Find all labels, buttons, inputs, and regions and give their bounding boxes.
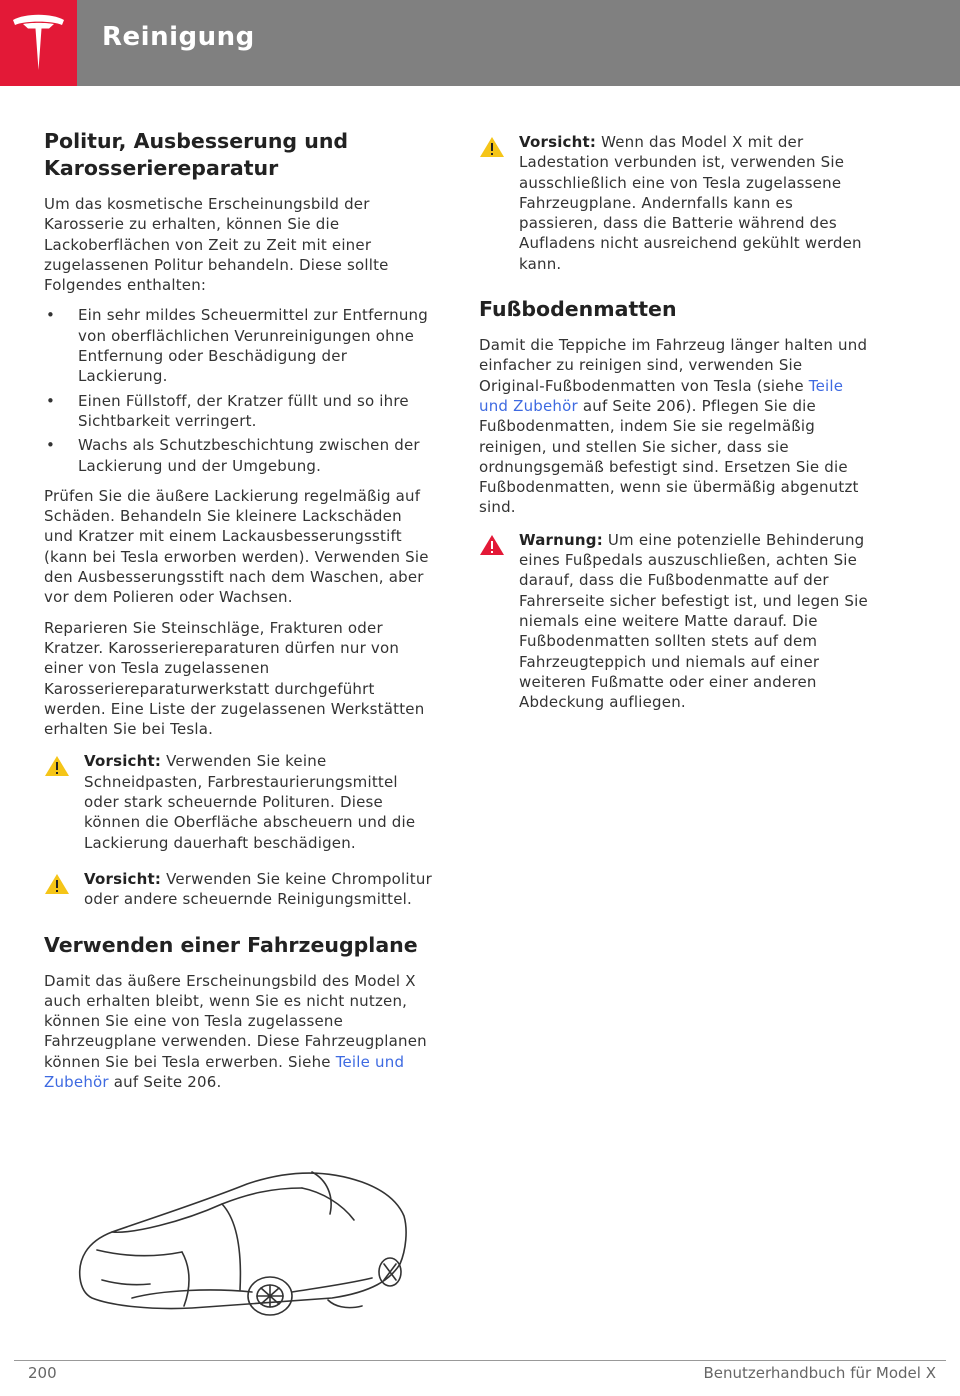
right-column bbox=[479, 128, 869, 728]
paragraph-text: Damit das äußere Erscheinungsbild des Model X auch erhalten bleibt, wenn Sie es nicht nutzen, können Sie eine von Tesla zugelassene Fahrzeugplane verwenden. Diese Fahrzeugplanen können Sie bei Tesla erwerben. Siehe bbox=[44, 971, 427, 1071]
section-title-politur: Politur, Ausbesserung und Karosseriereparatur bbox=[44, 129, 349, 180]
bullet-marker: • bbox=[46, 306, 56, 325]
list-item bbox=[44, 435, 434, 476]
caution-text: Verwenden Sie keine Chrompolitur oder andere scheuernde Reinigungsmittel. bbox=[84, 869, 432, 909]
caution-note bbox=[44, 869, 434, 910]
page-number: 200 bbox=[28, 1364, 57, 1382]
section-title-fahrzeugplane: Verwenden einer Fahrzeugplane bbox=[44, 932, 418, 957]
warning-label: Warnung: bbox=[519, 530, 603, 549]
warning-text: Um eine potenzielle Behinderung eines Fußpedals auszuschließen, achten Sie darauf, dass die Fußbodenmatte auf der Fahrerseite sicher befestigt ist, und legen Sie niemals eine weitere Matte darauf. Die Fußbodenmatten sollten stets auf dem Fahrzeugteppich und niemals auf einer weiteren Fußmatte oder einer anderen Abdeckung aufliegen. bbox=[519, 530, 868, 712]
warning-icon bbox=[479, 534, 505, 556]
list-item-text: Wachs als Schutzbeschichtung zwischen der Lackierung und der Umgebung. bbox=[78, 436, 420, 475]
paragraph-repair: Reparieren Sie Steinschläge, Frakturen oder Kratzer. Karosseriereparaturen dürfen nur von einer von Tesla zugelassenen Karosseriereparaturwerkstatt durchgeführt werden. Eine Liste der zugelassenen Werkstätten erhalten Sie bei Tesla. bbox=[44, 618, 425, 739]
tesla-logo-icon bbox=[11, 12, 66, 74]
caution-label: Vorsicht: bbox=[84, 752, 162, 771]
list-item bbox=[44, 305, 434, 386]
page-title: Reinigung bbox=[102, 22, 255, 52]
caution-icon bbox=[44, 755, 70, 777]
paragraph-text: auf Seite 206). Pflegen Sie die Fußbodenmatten, indem Sie sie regelmäßig reinigen, und stellen Sie sicher, dass sie ordnungsgemäß befestigt sind. Ersetzen Sie die Fußbodenmatten, wenn sie übermäßig abgenutzt sind. bbox=[479, 396, 859, 517]
paragraph-inspect: Prüfen Sie die äußere Lackierung regelmäßig auf Schäden. Behandeln Sie kleinere Lackschäden und Kratzer mit einem Lackausbesserungsstift (kann bei Tesla erworben werden). Verwenden Sie den Ausbesserungsstift nach dem Waschen, aber vor dem Polieren oder Wachsen. bbox=[44, 486, 429, 607]
paragraph-fahrzeugplane bbox=[44, 971, 434, 1093]
warning-note bbox=[479, 530, 869, 713]
caution-label: Vorsicht: bbox=[84, 869, 162, 888]
footer-divider bbox=[14, 1360, 946, 1361]
paragraph-text: auf Seite 206. bbox=[113, 1072, 222, 1091]
bullet-marker: • bbox=[46, 436, 56, 455]
caution-note bbox=[44, 751, 434, 852]
caution-text: Wenn das Model X mit der Ladestation verbunden ist, verwenden Sie ausschließlich eine von Tesla zugelassene Fahrzeugplane. Andernfalls kann es passieren, dass die Batterie während des Aufladens nicht ausreichend gekühlt werden kann. bbox=[519, 133, 862, 273]
caution-icon bbox=[479, 136, 505, 158]
link-teile-und-zubehoer[interactable]: Teile und Zubehör bbox=[479, 376, 844, 415]
caution-icon bbox=[44, 873, 70, 895]
paragraph-fussbodenmatten bbox=[479, 335, 869, 518]
list-item bbox=[44, 391, 434, 432]
list-item-text: Ein sehr mildes Scheuermittel zur Entfernung von oberflächlichen Verunreinigungen ohne Entfernung oder Beschädigung der Lackierung. bbox=[78, 306, 428, 386]
section-title-fussbodenmatten: Fußbodenmatten bbox=[479, 297, 677, 322]
caution-note bbox=[479, 132, 869, 274]
manual-title: Benutzerhandbuch für Model X bbox=[703, 1364, 936, 1382]
list-item-text: Einen Füllstoff, der Kratzer füllt und so ihre Sichtbarkeit verringert. bbox=[78, 391, 409, 430]
caution-label: Vorsicht: bbox=[519, 133, 597, 151]
paragraph-intro: Um das kosmetische Erscheinungsbild der Karosserie zu erhalten, können Sie die Lackoberflächen von Zeit zu Zeit mit einer zugelassenen Politur behandeln. Diese sollte Folgendes enthalten: bbox=[44, 195, 389, 295]
paragraph-text: Damit die Teppiche im Fahrzeug länger halten und einfacher zu reinigen sind, verwenden Sie Original-Fußbodenmatten von Tesla (siehe bbox=[479, 336, 868, 395]
bullet-list bbox=[44, 305, 434, 475]
tesla-logo bbox=[0, 0, 77, 86]
covered-car-illustration bbox=[72, 1160, 412, 1325]
page-header bbox=[0, 0, 960, 86]
caution-text: Verwenden Sie keine Schneidpasten, Farbrestaurierungsmittel oder stark scheuernde Polituren. Diese können die Oberfläche abscheuern und die Lackierung dauerhaft beschädigen. bbox=[84, 752, 416, 852]
link-teile-und-zubehoer[interactable]: Teile und Zubehör bbox=[44, 1052, 405, 1091]
left-column bbox=[44, 128, 434, 1102]
bullet-marker: • bbox=[46, 391, 56, 410]
